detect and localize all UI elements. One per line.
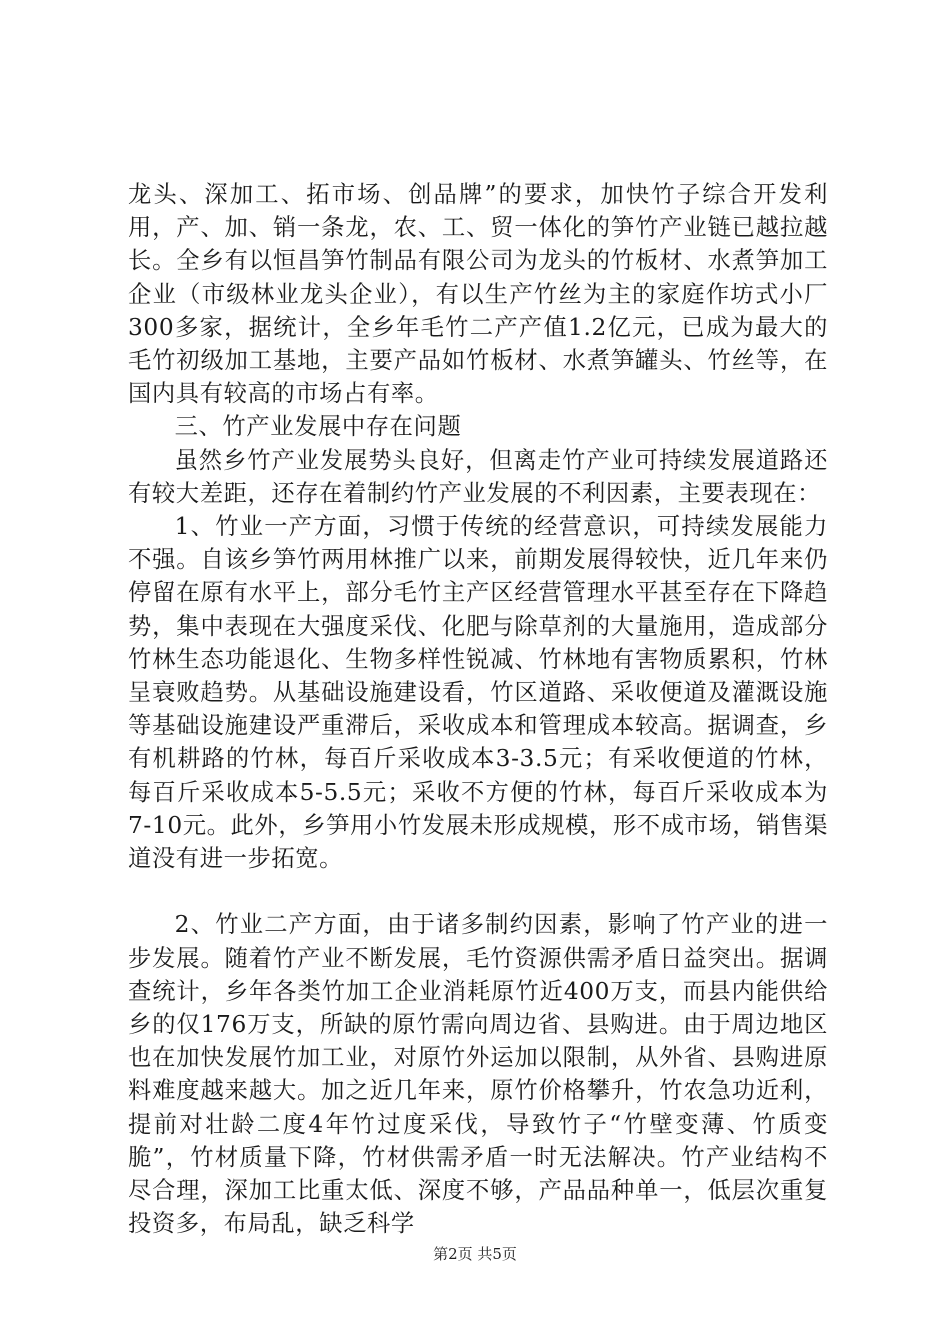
page-footer: 第2页 共5页 [433,1245,517,1263]
paragraph-item-1: 1、竹业一产方面，习惯于传统的经营意识，可持续发展能力不强。自该乡笋竹两用林推广以来，前期发展得较快，近几年来仍停留在原有水平上，部分毛竹主产区经营管理水平甚至存在下降趋势，集中表现在大强度采伐、化肥与除草剂的大量施用，造成部分竹林生态功能退化、生物多样性锐减、竹林地有害物质累积，竹林呈衰败趋势。从基础设施建设看，竹区道路、采收便道及灌溉设施等基础设施建设严重滞后，采收成本和管理成本较高。据调查，乡有机耕路的竹林，每百斤采收成本3-3.5元；有采收便道的竹林，每百斤采收成本5-5.5元；采收不方便的竹林，每百斤采收成本为7-10元。此外，乡笋用小竹发展未形成规模，形不成市场，销售渠道没有进一步拓宽。 [128,513,828,873]
document-body [128,178,828,1240]
section-heading: 三、竹产业发展中存在问题 [174,413,462,441]
paragraph-spacer [128,875,828,908]
paragraph-continuation: 龙头、深加工、拓市场、创品牌”的要求，加快竹子综合开发利用，产、加、销一条龙，农、工、贸一体化的笋竹产业链已越拉越长。全乡有以恒昌笋竹制品有限公司为龙头的竹板材、水煮笋加工企业（市级林业龙头企业），有以生产竹丝为主的家庭作坊式小厂300多家，据统计，全乡年毛竹二产产值1.2亿元，已成为最大的毛竹初级加工基地，主要产品如竹板材、水煮笋罐头、竹丝等，在国内具有较高的市场占有率。 [128,181,828,408]
paragraph-item-2: 2、竹业二产方面，由于诸多制约因素，影响了竹产业的进一步发展。随着竹产业不断发展，毛竹资源供需矛盾日益突出。据调查统计，乡年各类竹加工企业消耗原竹近400万支，而县内能供给乡的仅176万支，所缺的原竹需向周边省、县购进。由于周边地区也在加快发展竹加工业，对原竹外运加以限制，从外省、县购进原料难度越来越大。加之近几年来，原竹价格攀升，竹农急功近利，提前对壮龄二度4年竹过度采伐，导致竹子“竹壁变薄、竹质变脆”，竹材质量下降，竹材供需矛盾一时无法解决。竹产业结构不尽合理，深加工比重太低、深度不够，产品品种单一，低层次重复投资多，布局乱，缺乏科学 [128,911,828,1238]
paragraph-intro: 虽然乡竹产业发展势头良好，但离走竹产业可持续发展道路还有较大差距，还存在着制约竹产业发展的不利因素，主要表现在： [128,446,828,507]
